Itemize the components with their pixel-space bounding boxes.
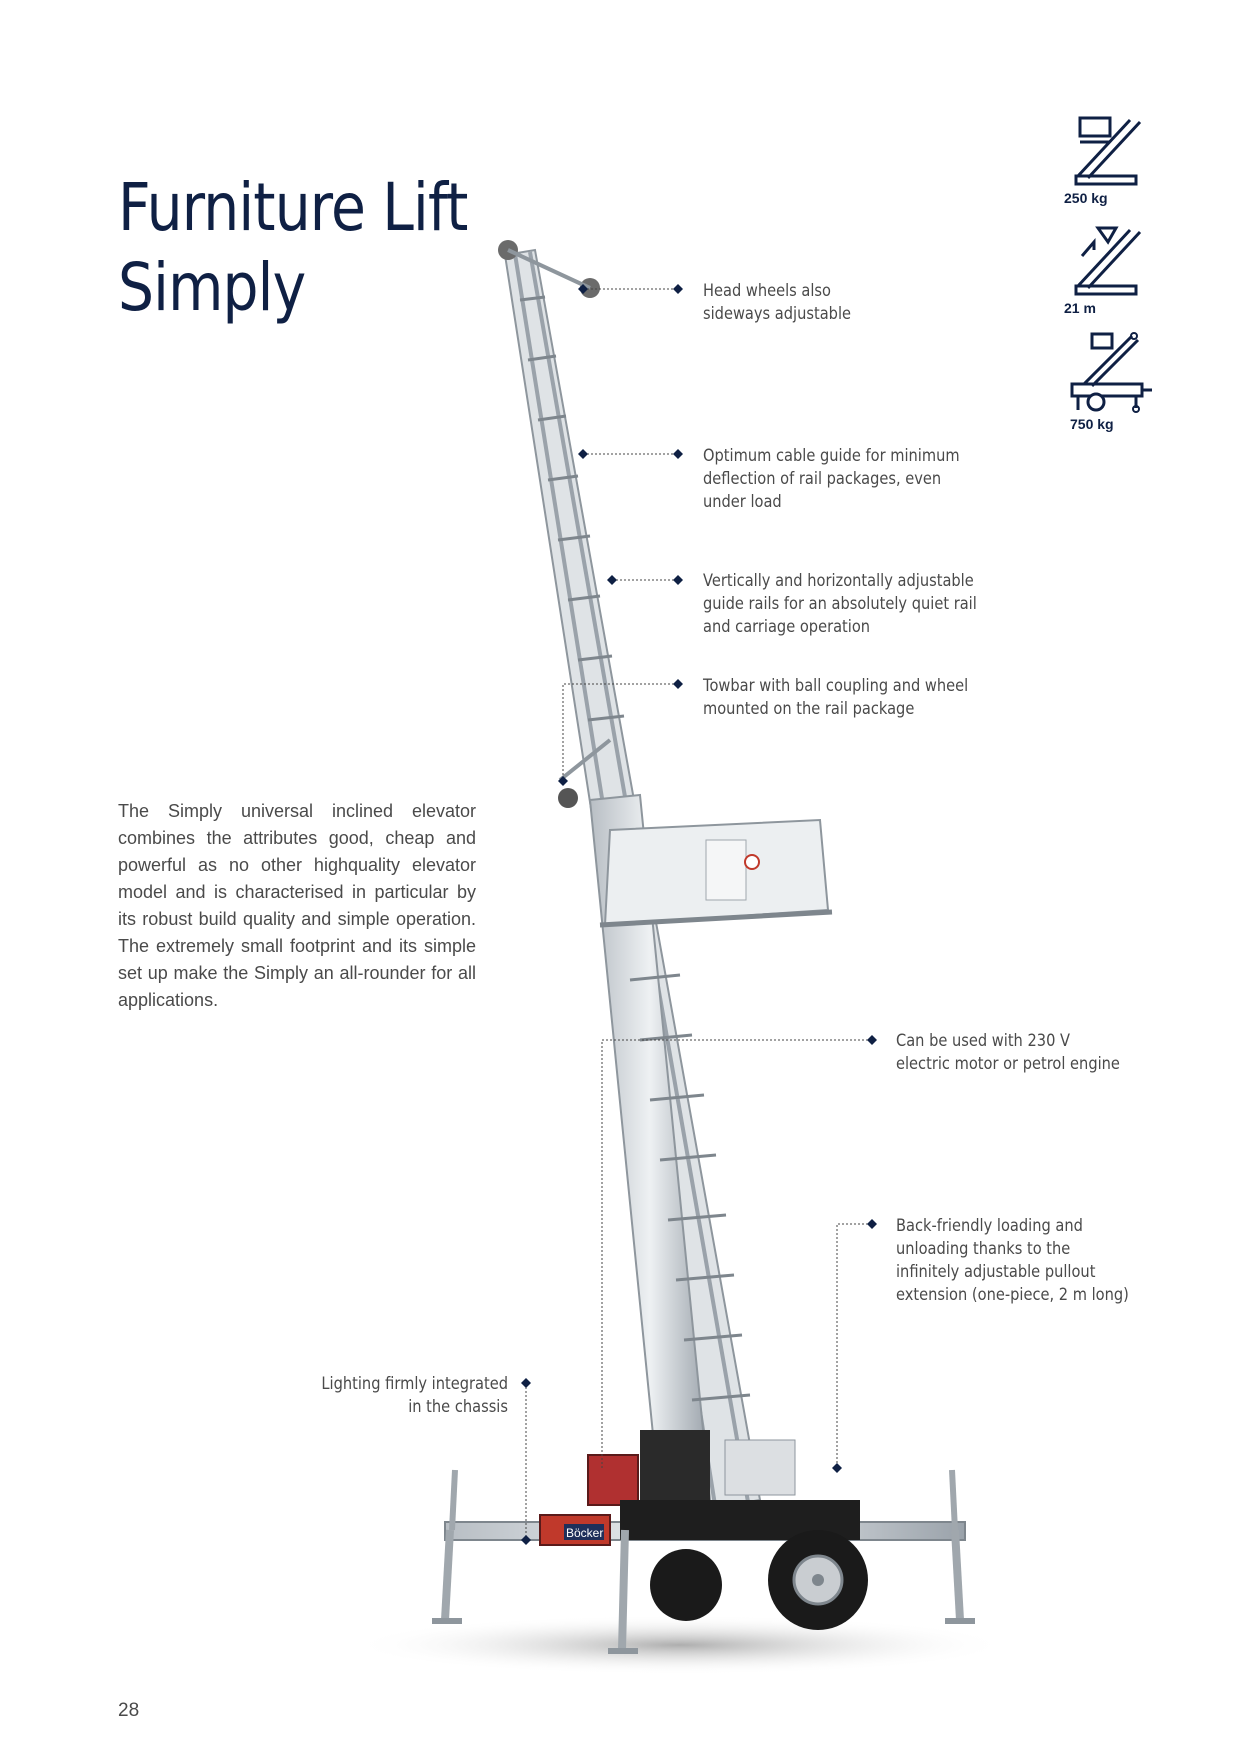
callout-towbar: [703, 675, 968, 721]
anchor-diamond: [578, 449, 588, 459]
callout-line: deflection of rail packages, even: [703, 469, 942, 489]
callout-cable-guide: [703, 445, 960, 514]
anchor-diamond: [558, 776, 568, 786]
callout-line: guide rails for an absolutely quiet rail: [703, 594, 977, 614]
anchor-diamond: [578, 284, 588, 294]
callout-line: Lighting firmly integrated: [321, 1374, 508, 1394]
callout-line: and carriage operation: [703, 617, 871, 637]
callout-diamond: [673, 284, 683, 294]
callout-line: unloading thanks to the: [896, 1239, 1071, 1259]
callout-line: Vertically and horizontally adjustable: [703, 571, 974, 591]
callout-line: Back-friendly loading and: [896, 1216, 1083, 1236]
callout-diamond: [867, 1219, 877, 1229]
callout-line: Head wheels also: [703, 281, 832, 301]
callout-pullout-extension: [896, 1215, 1129, 1307]
callout-line: Optimum cable guide for minimum: [703, 446, 960, 466]
brand-logo: Böcker: [566, 1526, 604, 1540]
spec-label-height: 21 m: [1064, 300, 1096, 316]
spec-label-load: 250 kg: [1064, 190, 1108, 206]
callout-line: mounted on the rail package: [703, 699, 915, 719]
body-paragraph: The Simply universal inclined elevator combines the attributes good, cheap and powerful as no other highquality elevator model and is characterised in particular by its robust build quality and simple operation. The extremely small footprint and its simple set up make the Simply an all-rounder for all applications.: [118, 801, 476, 1010]
callout-diamond: [673, 449, 683, 459]
callout-line: in the chassis: [408, 1397, 508, 1417]
callout-head-wheels: [703, 280, 851, 326]
title-line-2: Simply: [118, 249, 306, 326]
callout-diamond: [521, 1378, 531, 1388]
callout-line: Can be used with 230 V: [896, 1031, 1071, 1051]
title-line-1: Furniture Lift: [118, 169, 468, 246]
callout-line: infinitely adjustable pullout: [896, 1262, 1096, 1282]
callout-line: under load: [703, 492, 782, 512]
callout-line: Towbar with ball coupling and wheel: [703, 676, 969, 696]
callout-line: electric motor or petrol engine: [896, 1054, 1120, 1074]
callout-diamond: [673, 575, 683, 585]
anchor-diamond: [607, 575, 617, 585]
anchor-diamond: [832, 1463, 842, 1473]
anchor-diamond: [521, 1535, 531, 1545]
callout-motor: [896, 1030, 1120, 1076]
callout-diamond: [673, 679, 683, 689]
callout-lighting: [321, 1373, 508, 1419]
callout-line: extension (one-piece, 2 m long): [896, 1285, 1129, 1305]
callout-guide-rails: [703, 570, 977, 639]
spec-label-trailer: 750 kg: [1070, 416, 1114, 432]
page-number: 28: [118, 1700, 140, 1721]
callout-diamond: [867, 1035, 877, 1045]
callout-line: sideways adjustable: [703, 304, 852, 324]
